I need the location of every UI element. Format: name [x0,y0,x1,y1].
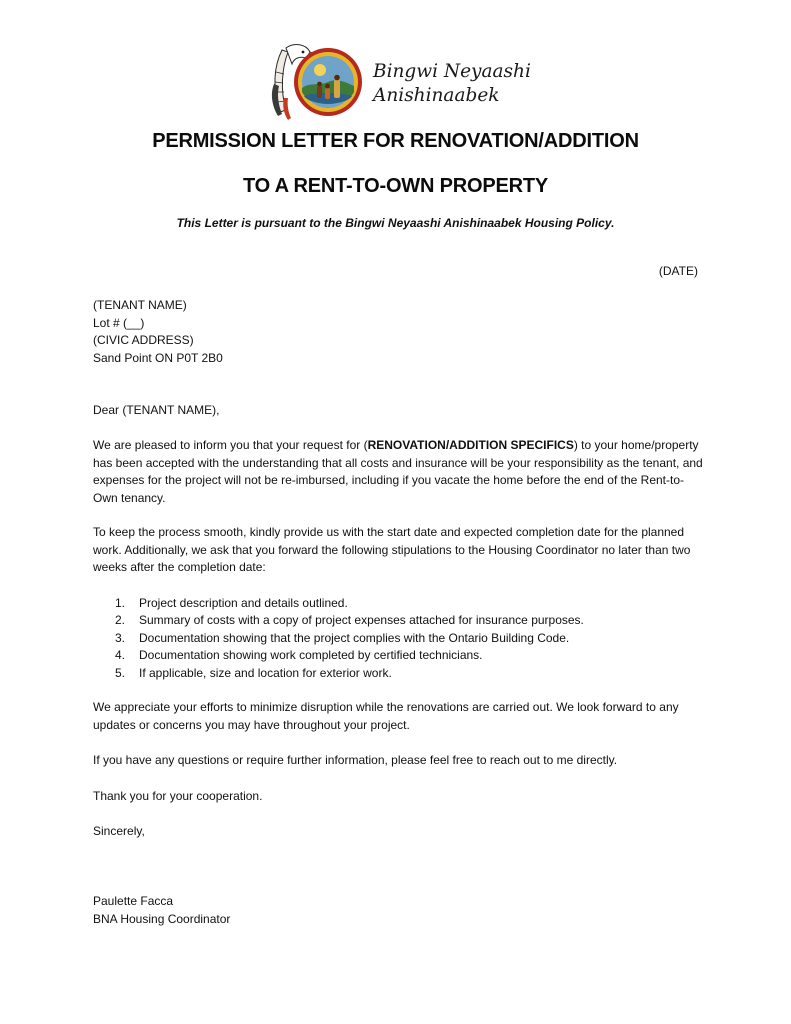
letter-title-line2: TO A RENT-TO-OWN PROPERTY [242,175,548,197]
address-lot-number: Lot # (__) [93,315,145,330]
stipulations-list [93,595,705,682]
address-city-postal: Sand Point ON P0T 2B0 [93,350,223,365]
list-item-number: 5. [115,665,126,680]
list-item [93,647,705,664]
paragraph-approval-rest: ) to your home/property has been accepted with the understanding that all costs and insurance will be your responsibility as the tenant, and expenses for the project will not be re-imbursed, including if you vacate the home before the end of the Rent-to-Own tenancy. [93,438,703,505]
list-item [93,630,705,647]
organization-name [373,60,531,108]
list-item [93,612,705,629]
feather-icon [272,50,291,120]
salutation: Dear (TENANT NAME), [93,403,220,417]
paragraph-appreciation: We appreciate your efforts to minimize disruption while the renovations are carried out. We look forward to any updates or concerns you may have throughout your project. [93,700,679,732]
organization-logo [270,42,362,122]
address-tenant-name: (TENANT NAME) [93,298,187,312]
letter-title-line1: PERMISSION LETTER FOR RENOVATION/ADDITION [152,130,639,152]
closing: Sincerely, [93,824,145,838]
list-item-number: 4. [115,648,126,663]
letter-subtitle: This Letter is pursuant to the Bingwi Neyaashi Anishinaabek Housing Policy. [176,216,615,230]
recipient-address [93,297,705,367]
paragraph-contact: If you have any questions or require further information, please feel free to reach out to me directly. [93,753,618,767]
list-item [93,665,705,682]
list-item-text: Documentation showing that the project complies with the Ontario Building Code. [139,630,570,645]
list-item-text: Summary of costs with a copy of project expenses attached for insurance purposes. [139,613,584,628]
organization-name-line2: Anishinaabek [373,85,500,106]
list-item-text: Project description and details outlined. [139,596,348,610]
list-item [93,595,705,612]
paragraph-thanks: Thank you for your cooperation. [93,789,263,803]
paragraph-approval-lead: We are pleased to inform you that your request for ( [93,438,368,452]
logo-emblem [270,42,362,122]
list-item-number: 3. [115,630,126,645]
organization-name-line1: Bingwi Neyaashi [373,61,531,82]
letter-date: (DATE) [658,264,698,278]
list-item-text: Documentation showing work completed by certified technicians. [139,648,483,663]
paragraph-approval [93,437,705,507]
address-civic: (CIVIC ADDRESS) [93,333,194,347]
list-item-text: If applicable, size and location for exterior work. [139,665,392,680]
signature-title: BNA Housing Coordinator [93,912,231,926]
signature-name: Paulette Facca [93,894,174,908]
list-item-number: 1. [115,596,126,610]
paragraph-process: To keep the process smooth, kindly provide us with the start date and expected completion date for the planned work. Additionally, we ask that you forward the following stipulations to the Housing Coordinator no later than two weeks after the completion date: [93,525,691,574]
medicine-wheel-icon [294,48,362,116]
renovation-specifics-placeholder: RENOVATION/ADDITION SPECIFICS [367,438,574,452]
list-item-number: 2. [115,613,126,628]
